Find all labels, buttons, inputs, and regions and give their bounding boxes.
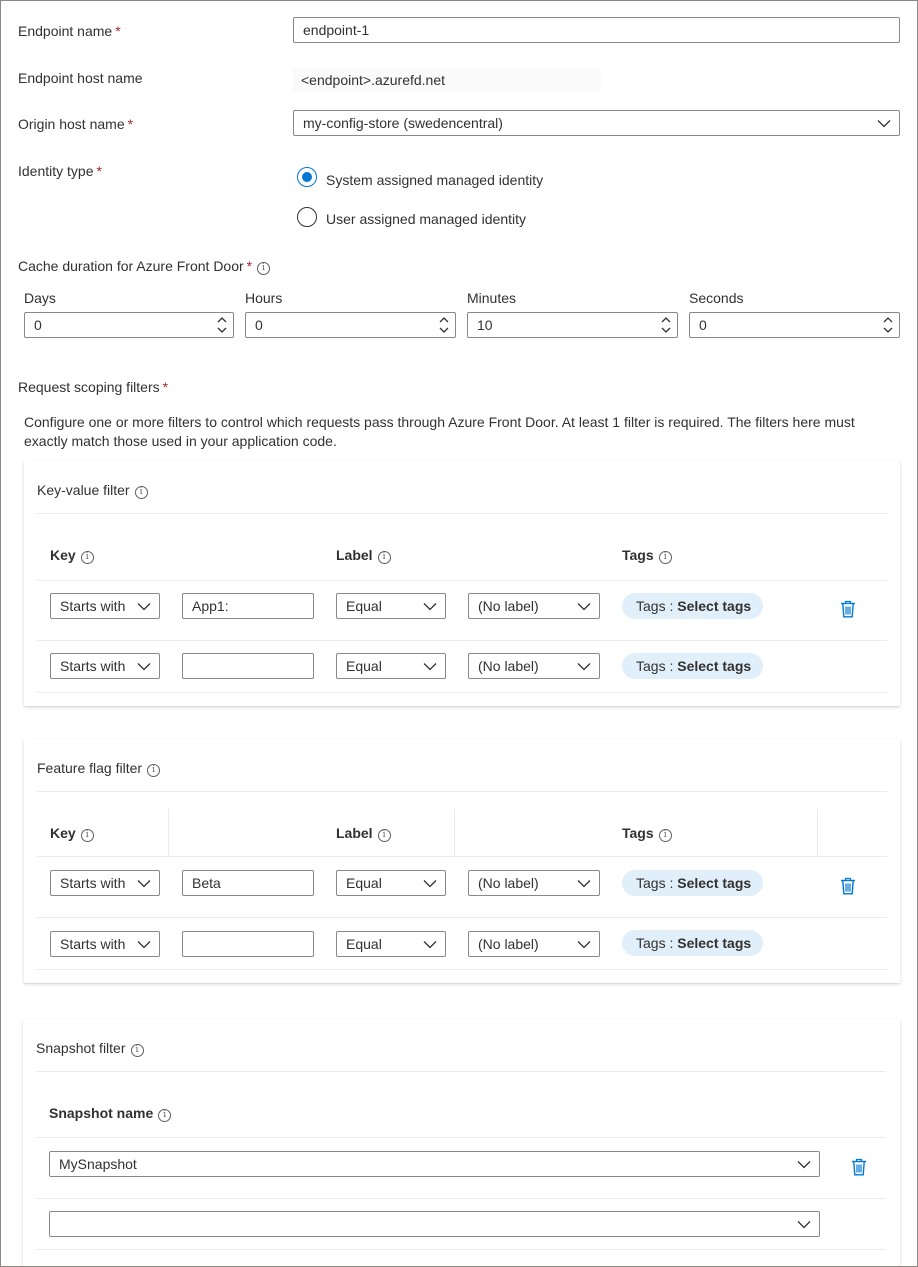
key-operator-dropdown[interactable] (50, 931, 160, 957)
column-header-key: Key i (50, 825, 94, 842)
chevron-down-icon (423, 660, 437, 672)
key-operator-value: Starts with (60, 875, 126, 891)
chevron-down-icon (423, 938, 437, 950)
key-operator-dropdown[interactable] (50, 870, 160, 896)
spinner-icon[interactable] (883, 315, 893, 335)
chevron-down-icon (577, 600, 591, 612)
info-icon[interactable]: i (158, 1109, 171, 1122)
chevron-down-icon (797, 1158, 811, 1170)
feature-flag-filter-title: Feature flag filter i (37, 760, 160, 777)
key-value-filter-card (24, 461, 900, 706)
label-value-dropdown[interactable] (468, 870, 600, 896)
hours-value: 0 (255, 317, 263, 333)
label-operator-dropdown[interactable] (336, 653, 446, 679)
origin-host-label: Origin host name * (18, 116, 134, 132)
seconds-label: Seconds (689, 290, 744, 306)
endpoint-host-value: <endpoint>.azurefd.net (293, 68, 601, 92)
delete-icon[interactable] (840, 877, 856, 895)
info-icon[interactable]: i (147, 764, 160, 777)
snapshot-name-dropdown[interactable] (49, 1211, 820, 1237)
key-operator-value: Starts with (60, 936, 126, 952)
minutes-input[interactable] (467, 312, 678, 338)
tags-prefix: Tags : (636, 935, 678, 951)
endpoint-name-input[interactable]: endpoint-1 (293, 17, 900, 43)
label-operator-dropdown[interactable] (336, 593, 446, 619)
select-tags-link[interactable]: Select tags (677, 935, 752, 951)
chevron-down-icon (137, 938, 151, 950)
filters-description-line1: Configure one or more filters to control which requests pass through Azure Front Door. At least 1 filter is required. The filters here must (24, 414, 855, 430)
select-tags-link[interactable]: Select tags (677, 875, 752, 891)
days-value: 0 (34, 317, 42, 333)
label-value: (No label) (478, 598, 539, 614)
info-icon[interactable]: i (378, 829, 391, 842)
chevron-down-icon (577, 938, 591, 950)
label-operator-dropdown[interactable] (336, 931, 446, 957)
endpoint-host-label: Endpoint host name (18, 70, 143, 86)
radio-user-assigned-label[interactable]: User assigned managed identity (326, 211, 527, 227)
label-value-dropdown[interactable] (468, 653, 600, 679)
info-icon[interactable]: i (659, 551, 672, 564)
info-icon[interactable]: i (81, 551, 94, 564)
seconds-input[interactable] (689, 312, 900, 338)
info-icon[interactable]: i (378, 551, 391, 564)
info-icon[interactable]: i (135, 486, 148, 499)
label-operator-value: Equal (346, 598, 382, 614)
snapshot-filter-title: Snapshot filter i (36, 1040, 144, 1057)
spinner-icon[interactable] (217, 315, 227, 335)
select-tags-link[interactable]: Select tags (677, 598, 752, 614)
origin-host-value: my-config-store (swedencentral) (303, 115, 503, 131)
days-input[interactable] (24, 312, 234, 338)
endpoint-name-label: Endpoint name * (18, 23, 121, 39)
hours-label: Hours (245, 290, 283, 306)
chevron-down-icon (577, 660, 591, 672)
chevron-down-icon (137, 660, 151, 672)
label-operator-value: Equal (346, 658, 382, 674)
cache-duration-label: Cache duration for Azure Front Door * i (18, 258, 270, 275)
key-operator-value: Starts with (60, 598, 126, 614)
select-tags-pill[interactable] (622, 653, 763, 679)
select-tags-link[interactable]: Select tags (677, 658, 752, 674)
delete-icon[interactable] (840, 600, 856, 618)
column-header-snapshot-name: Snapshot name i (49, 1105, 171, 1122)
key-value-input[interactable] (182, 653, 314, 679)
delete-icon[interactable] (851, 1158, 867, 1176)
column-header-tags: Tags i (622, 825, 672, 842)
request-filters-label: Request scoping filters * (18, 379, 169, 395)
radio-system-assigned[interactable] (297, 167, 317, 187)
label-operator-value: Equal (346, 875, 382, 891)
seconds-value: 0 (699, 317, 707, 333)
identity-type-label: Identity type * (18, 163, 102, 179)
column-header-label: Label i (336, 547, 391, 564)
key-operator-dropdown[interactable] (50, 653, 160, 679)
label-value: (No label) (478, 936, 539, 952)
days-label: Days (24, 290, 56, 306)
tags-prefix: Tags : (636, 875, 678, 891)
label-value: (No label) (478, 658, 539, 674)
info-icon[interactable]: i (81, 829, 94, 842)
key-operator-value: Starts with (60, 658, 126, 674)
radio-user-assigned[interactable] (297, 207, 317, 227)
key-value-input[interactable] (182, 931, 314, 957)
key-value-input[interactable]: App1: (182, 593, 314, 619)
info-icon[interactable]: i (131, 1044, 144, 1057)
select-tags-pill[interactable] (622, 870, 763, 896)
info-icon[interactable]: i (659, 829, 672, 842)
chevron-down-icon (137, 877, 151, 889)
spinner-icon[interactable] (661, 315, 671, 335)
label-value: (No label) (478, 875, 539, 891)
chevron-down-icon (797, 1218, 811, 1230)
info-icon[interactable]: i (257, 262, 270, 275)
filters-description-line2: exactly match those used in your application code. (24, 433, 337, 449)
radio-system-assigned-label[interactable]: System assigned managed identity (326, 172, 544, 188)
label-value-dropdown[interactable] (468, 593, 600, 619)
column-header-tags: Tags i (622, 547, 672, 564)
origin-host-dropdown[interactable] (293, 110, 900, 136)
snapshot-filter-card (23, 1019, 900, 1267)
label-operator-value: Equal (346, 936, 382, 952)
tags-prefix: Tags : (636, 658, 678, 674)
chevron-down-icon (423, 600, 437, 612)
minutes-label: Minutes (467, 290, 517, 306)
chevron-down-icon (137, 600, 151, 612)
chevron-down-icon (877, 117, 891, 129)
select-tags-pill[interactable] (622, 593, 763, 619)
label-operator-dropdown[interactable] (336, 870, 446, 896)
hours-input[interactable] (245, 312, 456, 338)
label-value-dropdown[interactable] (468, 931, 600, 957)
chevron-down-icon (577, 877, 591, 889)
minutes-value: 10 (477, 317, 493, 333)
key-operator-dropdown[interactable] (50, 593, 160, 619)
snapshot-name-dropdown[interactable] (49, 1151, 820, 1177)
key-value-input[interactable]: Beta (182, 870, 314, 896)
select-tags-pill[interactable] (622, 930, 763, 956)
column-header-label: Label i (336, 825, 391, 842)
tags-prefix: Tags : (636, 598, 678, 614)
key-value-filter-title: Key-value filter i (37, 482, 148, 499)
feature-flag-filter-card (24, 739, 900, 983)
spinner-icon[interactable] (439, 315, 449, 335)
column-header-key: Key i (50, 547, 94, 564)
chevron-down-icon (423, 877, 437, 889)
snapshot-name-value: MySnapshot (59, 1156, 137, 1172)
